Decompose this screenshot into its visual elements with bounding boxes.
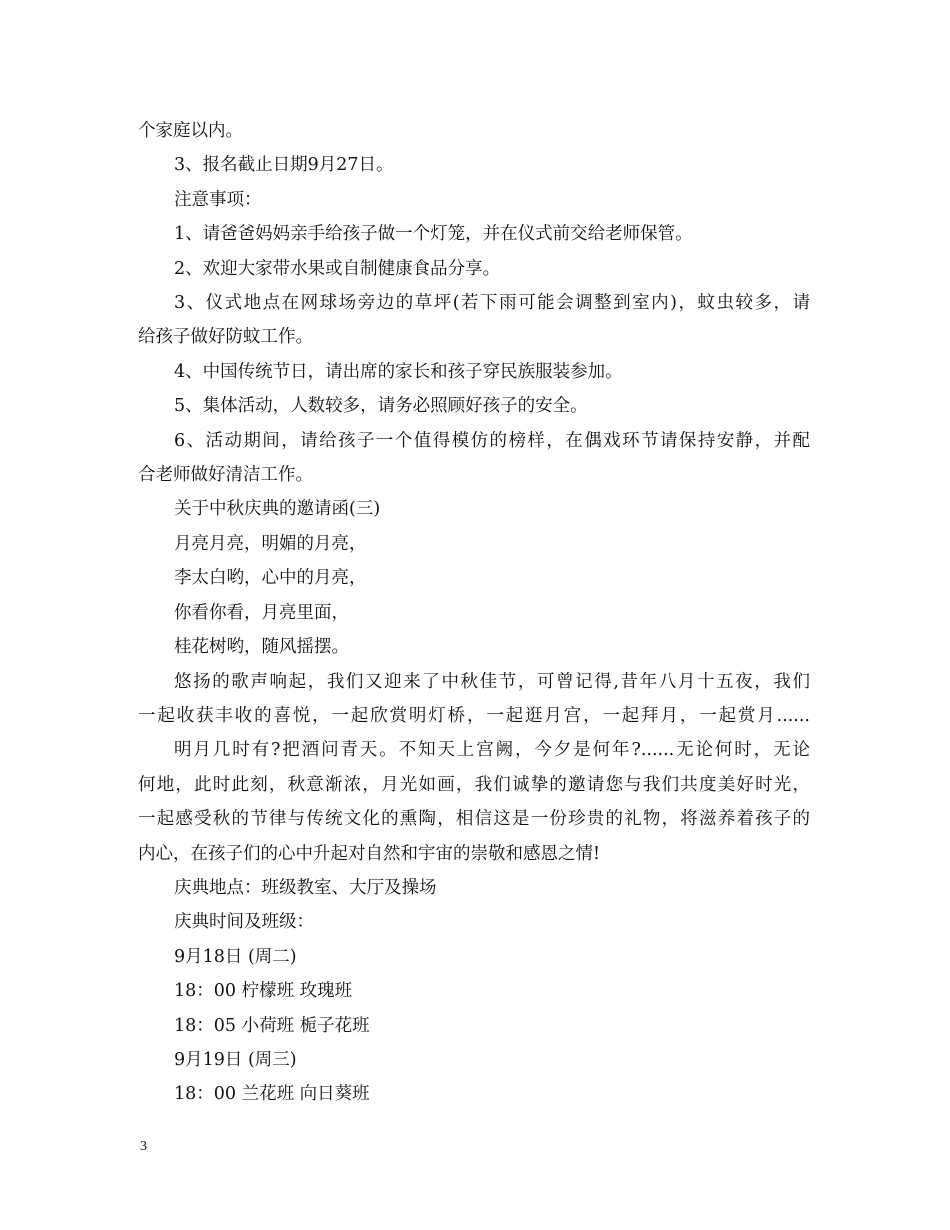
text-line: 个家庭以内。 xyxy=(138,121,243,141)
text-line: 一起收获丰收的喜悦，一起欣赏明灯桥，一起逛月宫，一起拜月，一起赏月...... xyxy=(138,705,810,726)
text-line: 3、仪式地点在网球场旁边的草坪(若下雨可能会调整到室内)，蚊虫较多，请 xyxy=(174,293,810,314)
document-body xyxy=(138,114,810,1112)
text-line: 4、中国传统节日，请出席的家长和孩子穿民族服装参加。 xyxy=(174,361,623,382)
text-line: 一起感受秋的节律与传统文化的熏陶，相信这是一份珍贵的礼物，将滋养着孩子的 xyxy=(138,809,810,830)
text-line: 合老师做好清洁工作。 xyxy=(138,465,313,486)
text-line: 2、欢迎大家带水果或自制健康食品分享。 xyxy=(174,258,501,279)
text-line: 内心，在孩子们的心中升起对自然和宇宙的崇敬和感恩之情! xyxy=(138,843,601,864)
text-line: 18：00 柠檬班 玫瑰班 xyxy=(174,981,353,1002)
text-line: 5、集体活动，人数较多，请务必照顾好孩子的安全。 xyxy=(174,396,588,417)
text-line: 月亮月亮，明媚的月亮， xyxy=(174,533,367,554)
text-line: 明月几时有?把酒问青天。不知天上宫阙，今夕是何年?......无论何时，无论 xyxy=(174,740,810,761)
text-line: 庆典时间及班级： xyxy=(174,912,314,933)
text-line: 何地，此时此刻，秋意渐浓，月光如画，我们诚挚的邀请您与我们共度美好时光， xyxy=(138,774,810,795)
text-line: 18：05 小荷班 栀子花班 xyxy=(174,1015,370,1036)
text-line: 6、活动期间，请给孩子一个值得模仿的榜样，在偶戏环节请保持安静，并配 xyxy=(174,430,810,451)
text-line: 庆典地点：班级教室、大厅及操场 xyxy=(174,877,437,898)
text-line: 3、报名截止日期9月27日。 xyxy=(174,155,394,176)
text-line: 悠扬的歌声响起，我们又迎来了中秋佳节，可曾记得,昔年八月十五夜，我们 xyxy=(174,671,810,692)
page-number: 3 xyxy=(140,1139,147,1154)
text-line: 桂花树哟，随风摇摆。 xyxy=(174,637,349,658)
text-line: 9月18日 (周二) xyxy=(174,946,297,967)
text-line: 李太白哟，心中的月亮， xyxy=(174,568,367,589)
text-line: 给孩子做好防蚊工作。 xyxy=(138,327,313,348)
section-title: 关于中秋庆典的邀请函(三) xyxy=(174,499,381,520)
text-line: 1、请爸爸妈妈亲手给孩子做一个灯笼，并在仪式前交给老师保管。 xyxy=(174,224,693,245)
text-line: 注意事项： xyxy=(174,189,262,210)
text-line: 你看你看，月亮里面， xyxy=(174,602,349,623)
text-line: 9月19日 (周三) xyxy=(174,1049,297,1070)
text-line: 18：00 兰花班 向日葵班 xyxy=(174,1084,370,1105)
